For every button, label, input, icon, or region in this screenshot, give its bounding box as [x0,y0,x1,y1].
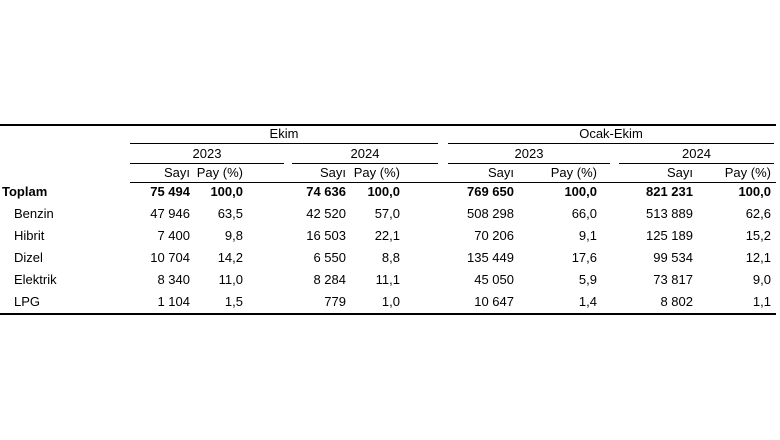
row-label: LPG [14,294,41,309]
table-cell: 769 650 [467,184,514,199]
year-header-3: 2023 [514,146,544,161]
year-header-4: 2024 [682,146,711,161]
table-cell: 66,0 [571,206,597,221]
table-cell: 47 946 [150,206,190,221]
sub-header-4: Pay (%) [353,165,400,180]
year-rule-4 [619,163,774,164]
sub-header-1: Sayı [163,165,190,180]
table-cell: 6 550 [313,250,346,265]
table-bottom-rule [0,313,776,315]
table-cell: 10 647 [474,294,514,309]
row-label: Toplam [2,184,48,199]
table-cell: 9,0 [752,272,771,287]
table-cell: 7 400 [157,228,190,243]
table-cell: 8,8 [381,250,400,265]
table-cell: 10 704 [150,250,190,265]
table-cell: 75 494 [150,184,190,199]
year-header-1: 2023 [192,146,222,161]
table-cell: 16 503 [306,228,346,243]
table-cell: 9,8 [224,228,243,243]
year-rule-1 [130,163,284,164]
table-cell: 57,0 [374,206,400,221]
year-rule-2 [292,163,438,164]
table-cell: 125 189 [646,228,693,243]
table-cell: 513 889 [646,206,693,221]
table-cell: 63,5 [217,206,243,221]
year-header-2: 2024 [350,146,380,161]
sub-header-5: Sayı [487,165,514,180]
table-cell: 1 104 [157,294,190,309]
row-label: Hibrit [14,228,45,243]
table-cell: 100,0 [210,184,243,199]
table-cell: 821 231 [646,184,693,199]
sub-header-6: Pay (%) [550,165,597,180]
table-cell: 74 636 [306,184,346,199]
year-rule-3 [448,163,610,164]
table-cell: 99 534 [653,250,693,265]
row-label: Benzin [14,206,54,221]
table-cell: 12,1 [745,250,771,265]
table-cell: 508 298 [467,206,514,221]
table-cell: 11,1 [375,272,400,287]
table-cell: 73 817 [653,272,693,287]
table-cell: 8 340 [157,272,190,287]
table-cell: 14,2 [217,250,243,265]
table-cell: 100,0 [738,184,771,199]
table-cell: 11,0 [218,272,243,287]
table-cell: 8 284 [313,272,346,287]
table-cell: 1,1 [752,294,771,309]
table-cell: 22,1 [374,228,400,243]
table-cell: 1,4 [578,294,597,309]
table-cell: 17,6 [571,250,597,265]
table-cell: 8 802 [660,294,693,309]
sub-header-8: Pay (%) [724,165,771,180]
table-cell: 9,1 [578,228,597,243]
table-cell: 100,0 [564,184,597,199]
table-cell: 135 449 [467,250,514,265]
sub-header-7: Sayı [666,165,693,180]
sub-header-2: Pay (%) [196,165,243,180]
sub-header-3: Sayı [319,165,346,180]
row-label: Dizel [14,250,43,265]
group-header-2: Ocak-Ekim [579,126,643,141]
table-cell: 100,0 [367,184,400,199]
table-cell: 70 206 [474,228,514,243]
row-label: Elektrik [14,272,57,287]
header-bottom-rule [130,182,776,183]
table-cell: 45 050 [474,272,514,287]
group-rule-2 [448,143,774,144]
table-cell: 15,2 [745,228,771,243]
table-cell: 42 520 [306,206,346,221]
table-cell: 1,0 [381,294,400,309]
table-cell: 1,5 [224,294,243,309]
group-rule-1 [130,143,438,144]
table-cell: 779 [324,294,346,309]
group-header-1: Ekim [269,126,299,141]
table-cell: 5,9 [578,272,597,287]
table-cell: 62,6 [745,206,771,221]
